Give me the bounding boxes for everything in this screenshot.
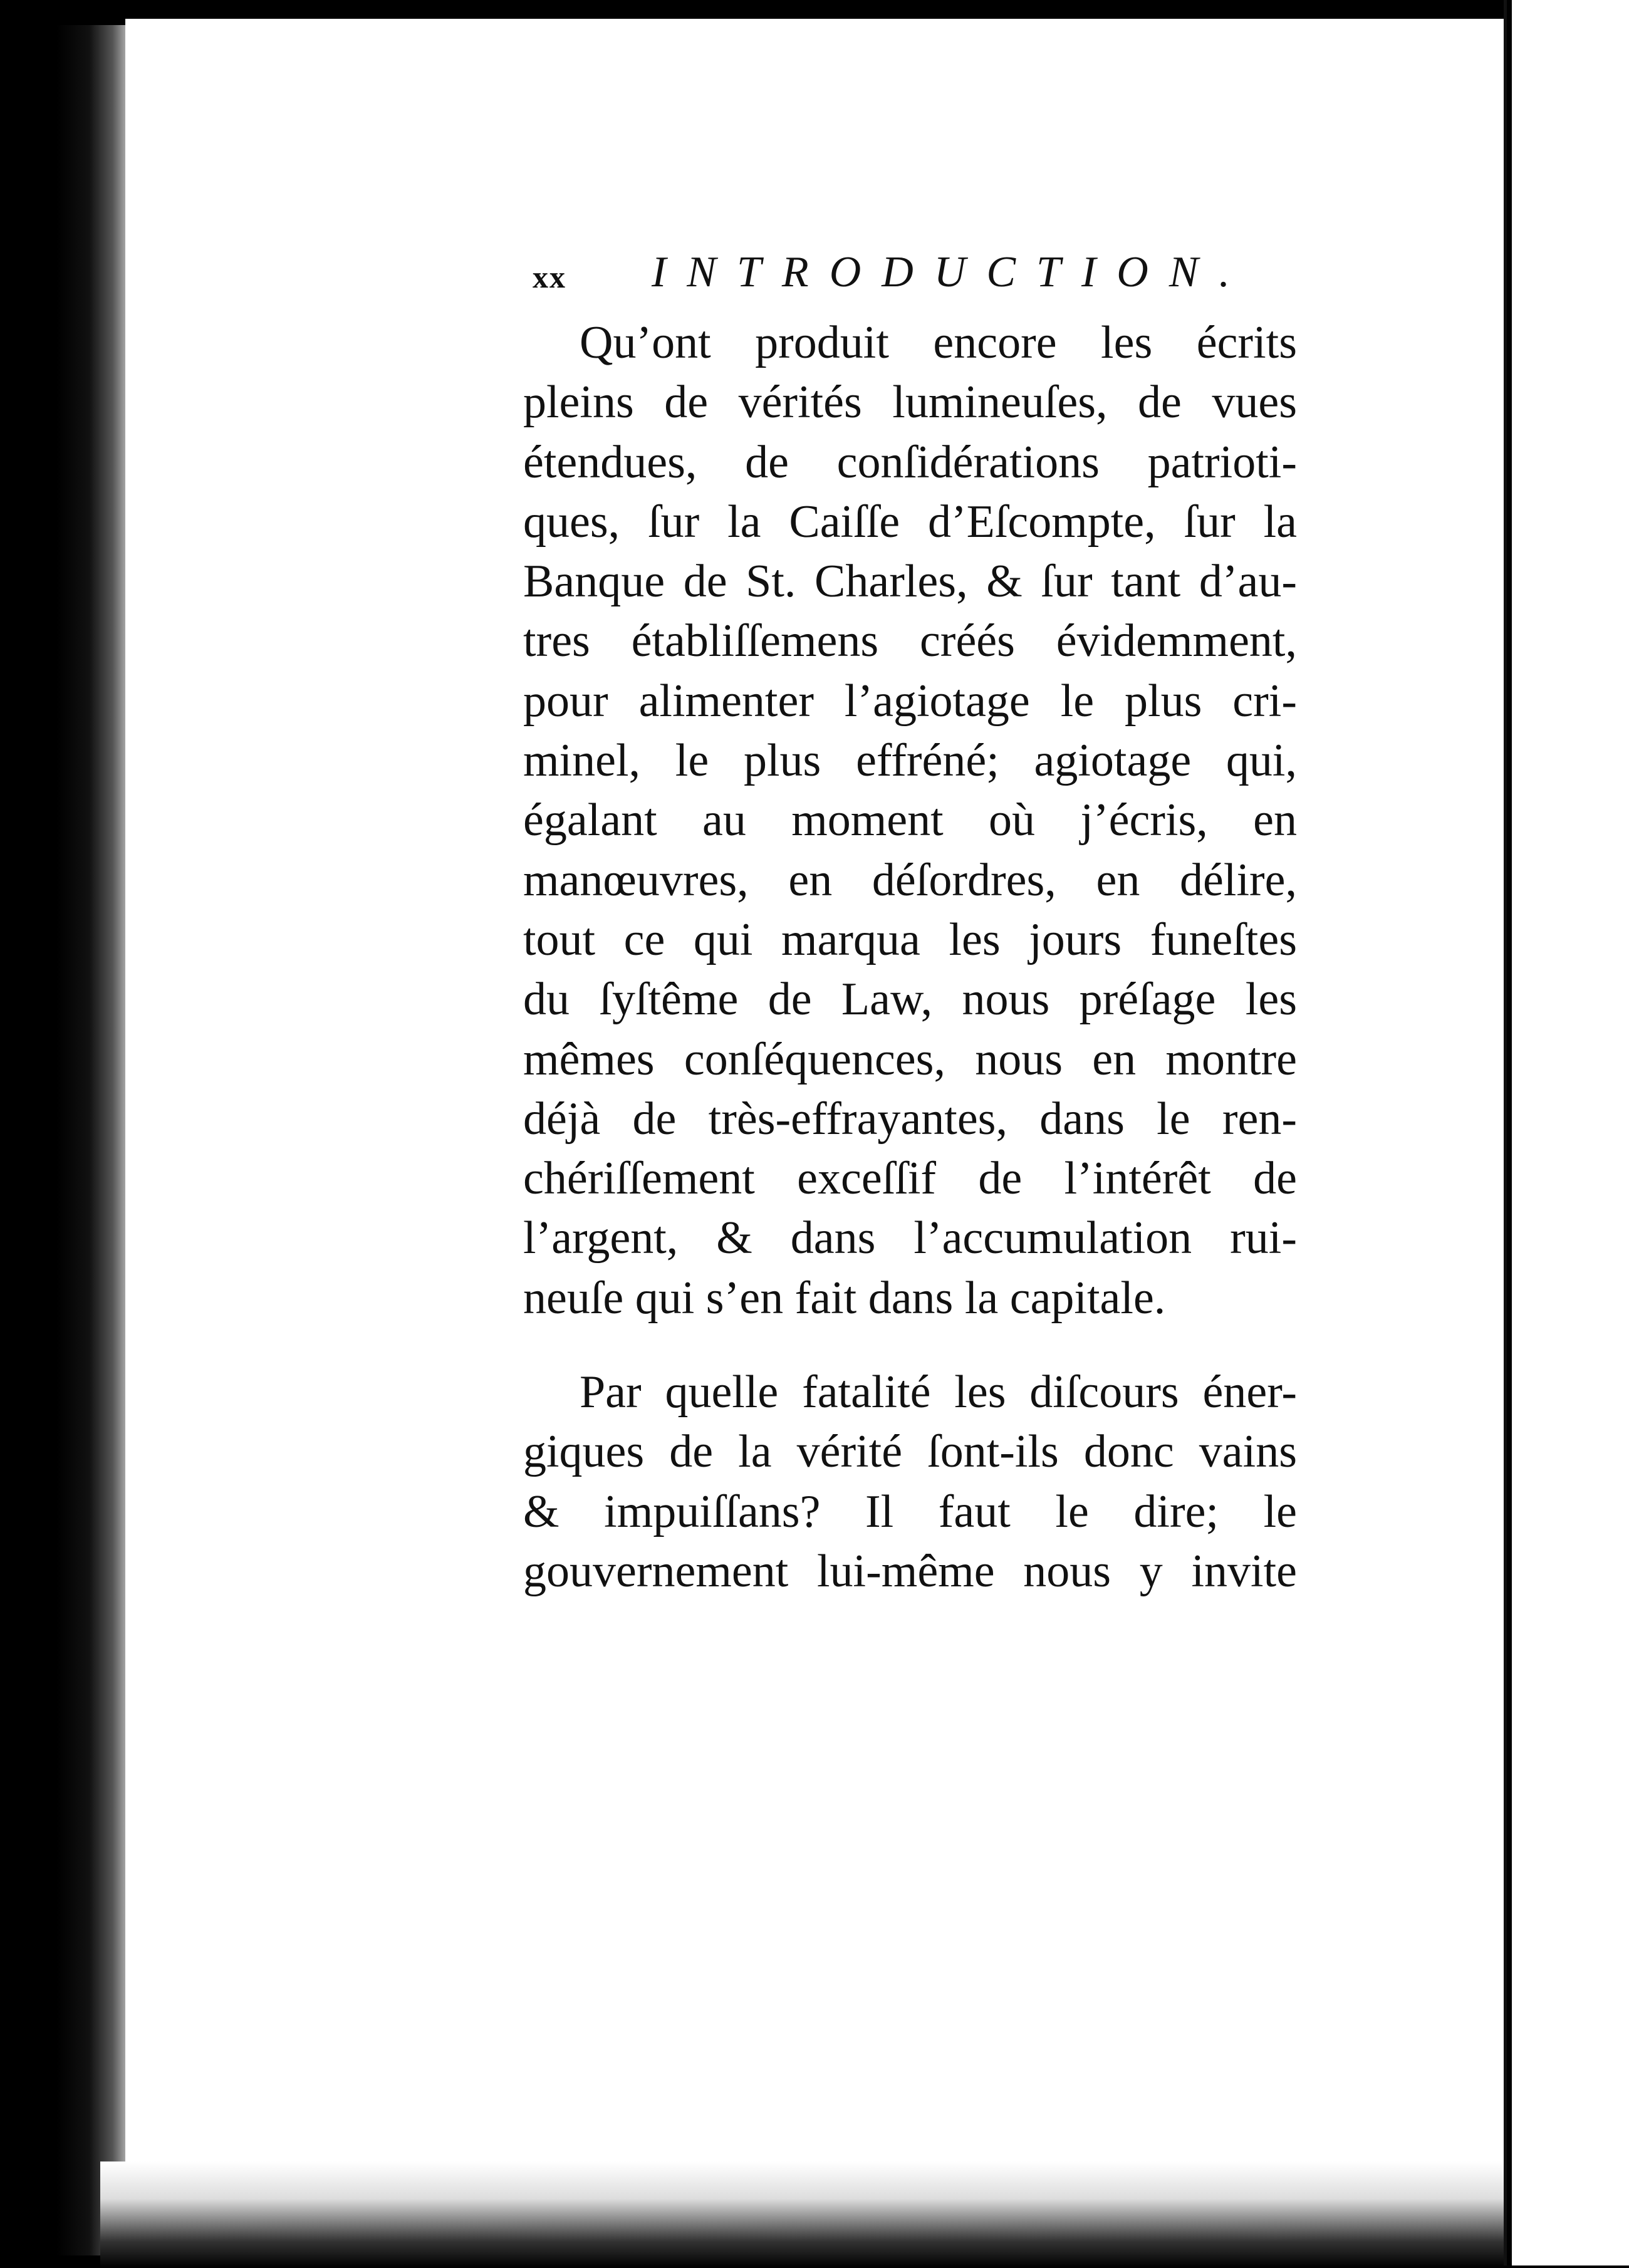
text-line: chériſſement exceſſif de l’intérêt de (523, 1153, 1297, 1205)
page-edge-bottom (100, 2161, 1510, 2268)
text-line: du ſyſtême de Law, nous préſage les (523, 974, 1297, 1026)
text-line: giques de la vérité ſont-ils donc vains (523, 1426, 1297, 1478)
text-line: neuſe qui s’en fait dans la capitale. (523, 1272, 1166, 1324)
text-line: étendues, de conſidérations patrioti- (523, 436, 1297, 488)
text-line: tout ce qui marqua les jours funeſtes (523, 913, 1297, 965)
text-line: tres établiſſemens créés évidemment, (523, 615, 1297, 667)
text-line: pleins de vérités lumineuſes, de vues (523, 377, 1297, 429)
paragraph-1 (523, 313, 1297, 1328)
text-line: Banque de St. Charles, & ſur tant d’au- (523, 556, 1297, 608)
paragraph-gap (523, 1328, 1297, 1363)
text-line: ques, ſur la Caiſſe d’Eſcompte, ſur la (523, 496, 1297, 548)
text-line: l’argent, & dans l’accumulation rui- (523, 1212, 1297, 1264)
body-text (523, 313, 1297, 1601)
text-line: minel, le plus effréné; agiotage qui, (523, 735, 1297, 787)
text-line: Qu’ont produit encore les écrits (580, 317, 1297, 368)
text-line: pour alimenter l’agiotage le plus cri- (523, 675, 1297, 727)
text-line: égalant au moment où j’écris, en (523, 794, 1297, 846)
text-line: déjà de très-effrayantes, dans le ren- (523, 1093, 1297, 1145)
paragraph-2 (523, 1363, 1297, 1601)
running-title: INTRODUCTION. (652, 248, 1251, 296)
text-line: gouvernement lui-même nous y invite (523, 1545, 1297, 1597)
text-line: Par quelle fatalité les diſcours éner- (580, 1366, 1297, 1418)
text-line: mêmes conſéquences, nous en montre (523, 1033, 1297, 1085)
page-number: xx (533, 259, 566, 294)
page-header (533, 247, 1251, 304)
gutter-divider (1507, 0, 1512, 2265)
adjacent-page-gutter (1504, 0, 1629, 2265)
text-line: & impuiſſans? Il faut le dire; le (523, 1485, 1297, 1537)
text-line: manœuvres, en déſordres, en délire, (523, 854, 1297, 906)
